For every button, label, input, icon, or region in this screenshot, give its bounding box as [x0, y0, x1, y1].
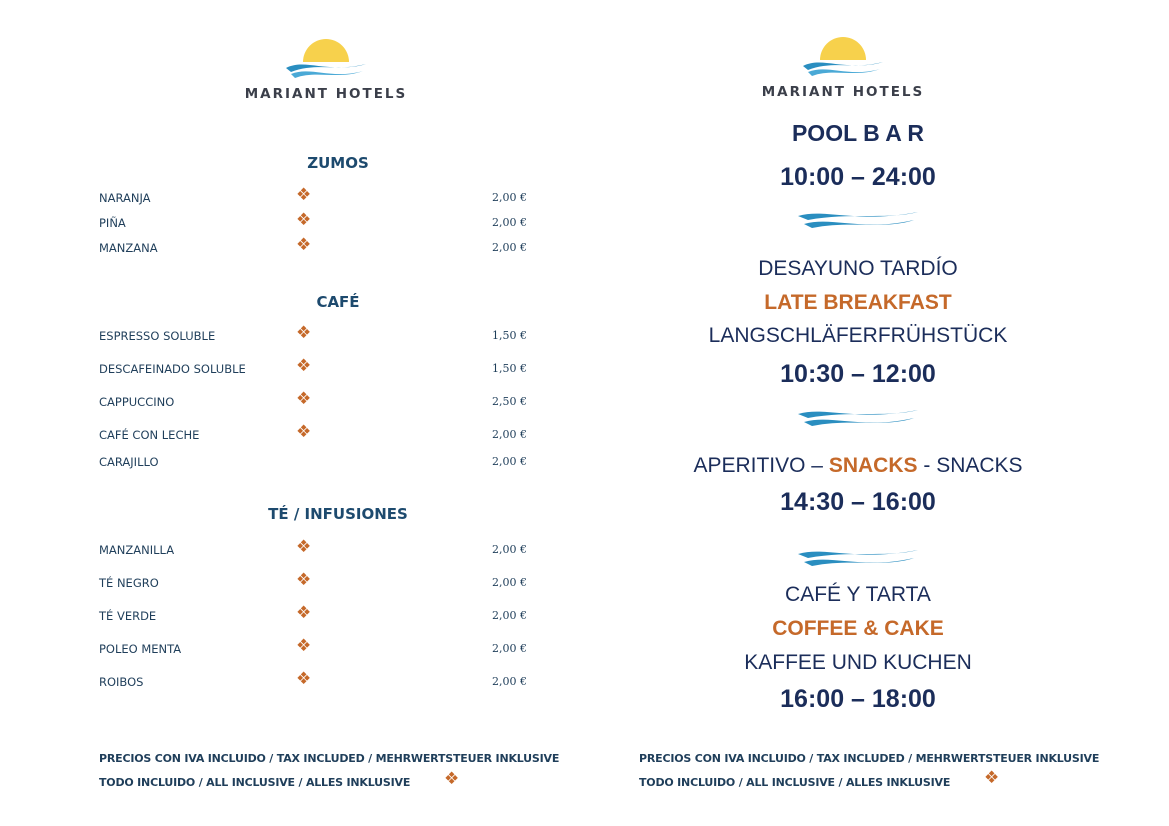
diamond-bullet-icon: ❖: [296, 603, 312, 622]
diamond-bullet-icon: ❖: [296, 422, 312, 441]
item-price: 2,00 €: [492, 543, 527, 556]
diamond-bullet-icon: ❖: [296, 323, 312, 342]
item-name: POLEO MENTA: [99, 642, 182, 656]
item-price: 2,00 €: [492, 576, 527, 589]
section-title-cafe: CAFÉ: [316, 293, 360, 311]
item-name: CAFÉ CON LECHE: [99, 428, 200, 442]
item-price: 2,00 €: [492, 191, 527, 204]
snacks-hours: 14:30 – 16:00: [780, 488, 936, 516]
section-title-zumos: ZUMOS: [307, 154, 369, 172]
diamond-bullet-icon: ❖: [444, 769, 460, 788]
snacks-separator: –: [805, 454, 829, 477]
wave-divider-icon: [796, 544, 922, 570]
coffee-cake-hours: 16:00 – 18:00: [780, 685, 936, 713]
late-breakfast-es: DESAYUNO TARDÍO: [758, 257, 958, 280]
diamond-bullet-icon: ❖: [296, 669, 312, 688]
brand-name: MARIANT HOTELS: [244, 86, 408, 102]
diamond-bullet-icon: ❖: [296, 356, 312, 375]
sun-wave-logo-icon: [281, 28, 371, 84]
diamond-bullet-icon: ❖: [296, 570, 312, 589]
item-price: 2,50 €: [492, 395, 527, 408]
item-name: ROIBOS: [99, 675, 144, 689]
footer-tax-note: PRECIOS CON IVA INCLUIDO / TAX INCLUDED / MEHRWERTSTEUER INKLUSIVE: [639, 752, 1100, 765]
footer-all-inclusive-note: TODO INCLUIDO / ALL INCLUSIVE / ALLES INKLUSIVE: [99, 776, 411, 789]
diamond-bullet-icon: ❖: [296, 537, 312, 556]
sun-wave-logo-icon: [798, 26, 888, 82]
snacks-de: SNACKS: [936, 454, 1023, 477]
diamond-bullet-icon: ❖: [984, 768, 1000, 787]
item-price: 2,00 €: [492, 216, 527, 229]
wave-divider-icon: [796, 404, 922, 430]
pool-bar-title: POOL B A R: [791, 120, 925, 146]
item-name: CARAJILLO: [99, 455, 159, 469]
item-price: 2,00 €: [492, 241, 527, 254]
item-name: TÉ NEGRO: [99, 576, 159, 590]
item-price: 2,00 €: [492, 675, 527, 688]
snacks-es: APERITIVO: [693, 454, 806, 477]
footer-tax-note: PRECIOS CON IVA INCLUIDO / TAX INCLUDED / MEHRWERTSTEUER INKLUSIVE: [99, 752, 560, 765]
item-price: 1,50 €: [492, 329, 527, 342]
item-name: DESCAFEINADO SOLUBLE: [99, 362, 246, 376]
diamond-bullet-icon: ❖: [296, 389, 312, 408]
item-name: MANZANILLA: [99, 543, 175, 557]
snacks-line: [608, 454, 1108, 478]
item-name: ESPRESSO SOLUBLE: [99, 329, 216, 343]
pool-bar-hours: 10:00 – 24:00: [780, 163, 936, 191]
item-price: 2,00 €: [492, 455, 527, 468]
coffee-cake-de: KAFFEE UND KUCHEN: [744, 651, 972, 674]
item-price: 2,00 €: [492, 642, 527, 655]
item-name: NARANJA: [99, 191, 151, 205]
item-name: CAPPUCCINO: [99, 395, 175, 409]
coffee-cake-en: COFFEE & CAKE: [772, 617, 944, 640]
footer-all-inclusive-note: TODO INCLUIDO / ALL INCLUSIVE / ALLES INKLUSIVE: [639, 776, 951, 789]
late-breakfast-hours: 10:30 – 12:00: [780, 360, 936, 388]
diamond-bullet-icon: ❖: [296, 636, 312, 655]
item-name: TÉ VERDE: [99, 609, 157, 623]
brand-name: MARIANT HOTELS: [761, 84, 925, 100]
late-breakfast-en: LATE BREAKFAST: [764, 291, 952, 314]
diamond-bullet-icon: ❖: [296, 235, 312, 254]
coffee-cake-es: CAFÉ Y TARTA: [785, 583, 931, 606]
late-breakfast-de: LANGSCHLÄFERFRÜHSTÜCK: [708, 324, 1008, 347]
item-price: 2,00 €: [492, 609, 527, 622]
section-title-te-infusiones: TÉ / INFUSIONES: [268, 505, 408, 523]
item-price: 1,50 €: [492, 362, 527, 375]
diamond-bullet-icon: ❖: [296, 210, 312, 229]
logo-right: [743, 26, 943, 116]
item-name: PIÑA: [99, 216, 126, 230]
wave-divider-icon: [796, 206, 922, 232]
item-name: MANZANA: [99, 241, 158, 255]
logo-left: [226, 28, 426, 118]
snacks-separator: -: [917, 454, 937, 477]
item-price: 2,00 €: [492, 428, 527, 441]
snacks-en: SNACKS: [828, 454, 918, 477]
diamond-bullet-icon: ❖: [296, 185, 312, 204]
